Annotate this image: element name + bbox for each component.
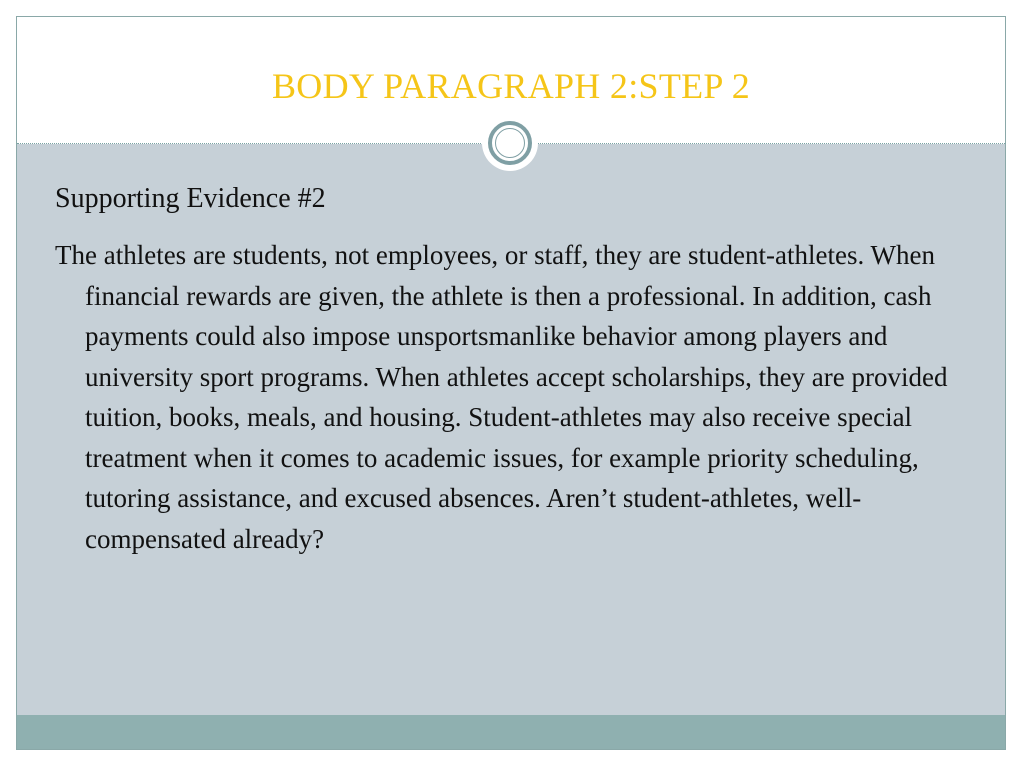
decorative-ring-inner [495,128,525,158]
body-paragraph: The athletes are students, not employees, or staff, they are student-athletes. When financial rewards are given, the athlete is then a professional. In addition, cash payments could also impose unsportsmanlike behavior among players and university sport programs. When athletes accept scholarships, they are provided tuition, books, meals, and housing. Student-athletes may also receive special treatment when it comes to academic issues, for example priority scheduling, tutoring assistance, and excused absences. Aren’t student-athletes, well-compensated already? [55,240,948,554]
slide [16,16,1006,750]
footer-band [17,715,1005,749]
slide-title: BODY PARAGRAPH 2:STEP 2 [271,66,750,106]
subheading: Supporting Evidence #2 [55,183,326,214]
